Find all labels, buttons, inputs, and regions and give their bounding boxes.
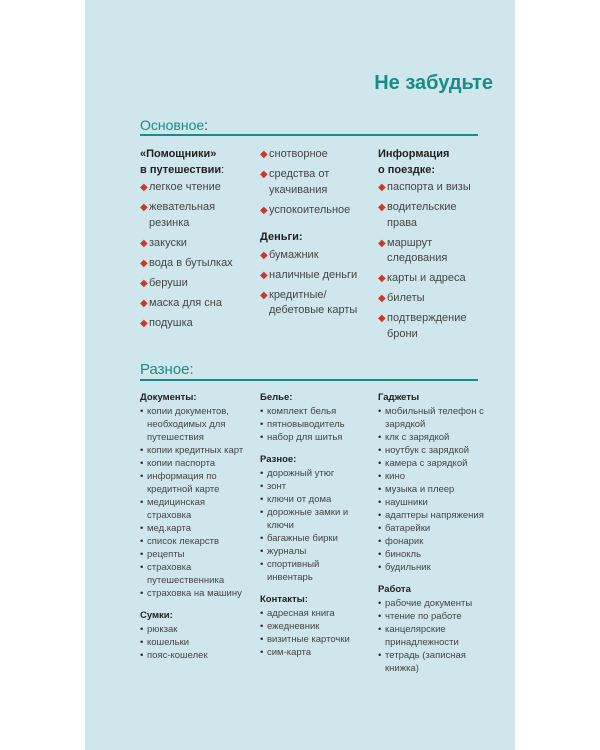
helpers-title-line1: «Помощники»: [140, 148, 217, 160]
misc-col3: [378, 391, 484, 675]
list-item: • канцелярские принадлежности: [378, 624, 459, 648]
list-item: • страховка на машину: [140, 588, 242, 599]
list-item: ◆ подушка: [140, 316, 193, 329]
list-item: • багажные бирки: [260, 533, 338, 544]
checklist-page: [85, 0, 515, 750]
helpers-title: [140, 147, 248, 178]
list-item: • кино: [378, 471, 405, 482]
list-item: • копии документов, необходимых для путешествия: [140, 406, 229, 443]
list-item: ◆ кредитные/ дебетовые карты: [260, 288, 358, 316]
col2-group: [260, 147, 360, 323]
trip-info-title-line1: Информация: [378, 148, 450, 160]
list-item: ◆ снотворное: [260, 148, 328, 160]
list-item: • адаптеры напряжения: [378, 510, 484, 521]
list-item: • журналы: [260, 546, 307, 557]
list-item: ◆ наличные деньги: [260, 268, 358, 281]
list-item: ◆ жевательная резинка: [140, 201, 216, 229]
list-item: • копии паспорта: [140, 458, 216, 469]
list-item: • визитные карточки: [260, 634, 350, 645]
documents-title: Документы:: [140, 392, 197, 403]
list-item: ◆ маска для сна: [140, 296, 222, 309]
list-item: ◆ подтверждение брони: [378, 312, 467, 340]
misc-col1: [140, 391, 248, 662]
section-heading-colon: :: [204, 117, 209, 133]
list-item: • комплект белья: [260, 406, 337, 417]
list-item: • рабочие документы: [378, 598, 473, 609]
list-item: ◆ водительские права: [378, 201, 457, 229]
list-item: ◆ карты и адреса: [378, 272, 466, 284]
documents-group: [140, 391, 248, 600]
list-item: ◆ беруши: [140, 276, 188, 289]
list-item: • ноутбук с зарядкой: [378, 445, 470, 456]
list-item: • чтение по работе: [378, 611, 462, 622]
list-item: • ключи от дома: [260, 494, 332, 505]
trip-info-title: [378, 147, 480, 178]
list-item: • копии кредитных карт: [140, 445, 244, 456]
section-heading-misc: Разное:: [140, 361, 478, 381]
contacts-title: Контакты:: [260, 594, 308, 605]
list-item: • адресная книга: [260, 608, 335, 619]
gadgets-group: [378, 391, 484, 574]
list-item: • информация по кредитной карте: [140, 471, 220, 495]
list-item: ◆ маршрут следования: [378, 236, 448, 264]
list-item: • рецепты: [140, 549, 185, 560]
section-heading-basic-text: Основное: [140, 117, 205, 133]
gadgets-title: Гаджеты: [378, 392, 420, 403]
helpers-group: [140, 147, 248, 336]
trip-info-group: [378, 147, 480, 347]
work-group: [378, 583, 484, 675]
list-item: • музыка и плеер: [378, 484, 455, 495]
helpers-title-line2: в путешествии: [140, 163, 222, 176]
list-item: • наушники: [378, 497, 428, 508]
list-item: • тетрадь (записная книжка): [378, 650, 466, 674]
linen-title: Белье:: [260, 392, 293, 403]
list-item: ◆ билеты: [378, 292, 425, 304]
list-item: • пояс-кошелек: [140, 650, 208, 661]
list-item: • бинокль: [378, 549, 422, 560]
list-item: ◆ вода в бутылках: [140, 256, 233, 269]
list-item: • фонарик: [378, 536, 424, 547]
money-group: [260, 230, 360, 319]
list-item: • зонт: [260, 481, 287, 492]
list-item: • дорожный утюг: [260, 468, 335, 479]
list-item: • клк с зарядкой: [378, 432, 450, 443]
trip-info-title-line2: о поездке:: [378, 163, 435, 176]
list-item: ◆ средства от укачивания: [260, 168, 330, 196]
bags-group: [140, 609, 248, 662]
linen-group: [260, 391, 362, 444]
list-item: • мед.карта: [140, 523, 192, 534]
list-item: • пятновыводитель: [260, 419, 345, 430]
money-title: Деньги:: [260, 231, 303, 243]
list-item: • мобильный телефон с зарядкой: [378, 406, 484, 430]
list-item: ◆ успокоительное: [260, 203, 351, 216]
list-item: ◆ бумажник: [260, 248, 319, 261]
list-item: ◆ легкое чтение: [140, 181, 221, 193]
list-item: • медицинская страховка: [140, 497, 205, 521]
list-item: ◆ паспорта и визы: [378, 181, 471, 193]
list-item: • набор для шитья: [260, 432, 343, 443]
helpers-title-colon: :: [221, 163, 225, 176]
list-item: • список лекарств: [140, 536, 220, 547]
work-title: Работа: [378, 584, 411, 595]
various-group: [260, 453, 362, 584]
list-item: ◆ закуски: [140, 236, 187, 249]
list-item: • страховка путешественника: [140, 562, 225, 586]
bags-title: Сумки:: [140, 610, 173, 621]
list-item: • батарейки: [378, 523, 431, 534]
various-title: Разное:: [260, 454, 297, 465]
list-item: • ежедневник: [260, 621, 320, 632]
list-item: • камера с зарядкой: [378, 458, 468, 469]
list-item: • сим-карта: [260, 647, 312, 658]
section-heading-basic: [140, 117, 478, 136]
page-title: Не забудьте: [374, 72, 493, 94]
list-item: • кошельки: [140, 637, 190, 648]
list-item: • дорожные замки и ключи: [260, 507, 349, 531]
list-item: • рюкзак: [140, 624, 178, 635]
list-item: • спортивный инвентарь: [260, 559, 320, 583]
contacts-group: [260, 593, 362, 659]
list-item: • будильник: [378, 562, 431, 573]
misc-col2: [260, 391, 362, 659]
